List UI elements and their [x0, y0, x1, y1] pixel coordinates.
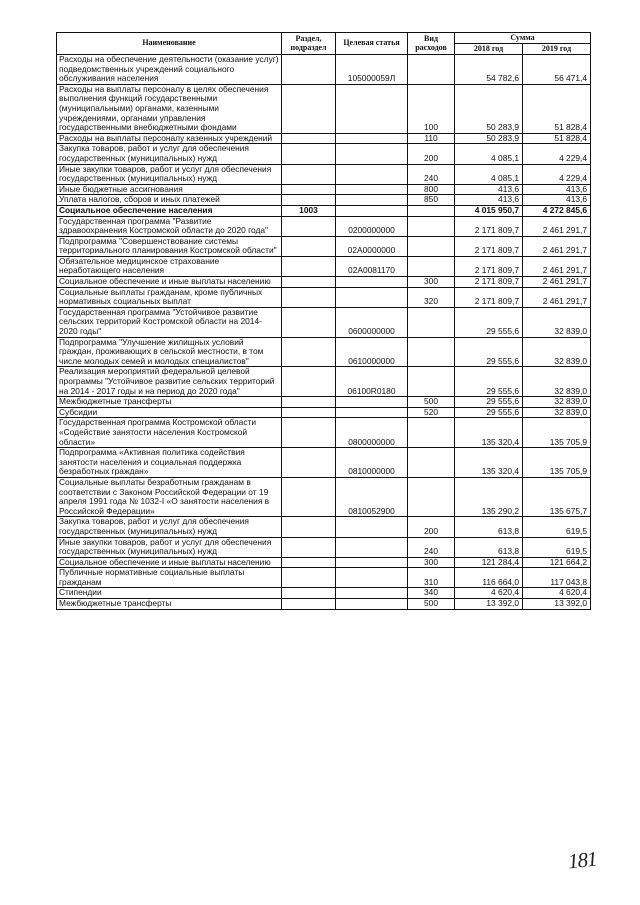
row-target: 0800000000 — [336, 418, 408, 448]
row-sum-2018: 613,8 — [455, 537, 523, 557]
row-section — [282, 307, 336, 337]
row-sum-2019: 619,5 — [523, 517, 591, 537]
table-row — [57, 216, 591, 236]
row-name: Закупка товаров, работ и услуг для обеспечения государственных (муниципальных) нужд — [57, 144, 282, 164]
table-row — [57, 277, 591, 288]
row-sum-2018: 135 290,2 — [455, 477, 523, 516]
row-target: 0810052900 — [336, 477, 408, 516]
row-sum-2019: 117 043,8 — [523, 568, 591, 588]
row-name: Подпрограмма «Активная политика содействия занятости населения и социальная поддержка безработных граждан» — [57, 448, 282, 478]
row-sum-2019: 413,6 — [523, 184, 591, 195]
row-sum-2018: 2 171 809,7 — [455, 287, 523, 307]
row-sum-2019: 51 828,4 — [523, 133, 591, 144]
row-sum-2019: 32 839,0 — [523, 367, 591, 397]
row-vid: 100 — [408, 84, 455, 133]
row-sum-2018: 29 555,6 — [455, 397, 523, 408]
row-target — [336, 205, 408, 216]
row-sum-2019: 2 461 291,7 — [523, 277, 591, 288]
row-vid — [408, 307, 455, 337]
row-sum-2018: 121 284,4 — [455, 557, 523, 568]
row-sum-2018: 613,8 — [455, 517, 523, 537]
row-section — [282, 448, 336, 478]
row-vid — [408, 205, 455, 216]
table-row — [57, 307, 591, 337]
row-vid: 310 — [408, 568, 455, 588]
row-sum-2019: 2 461 291,7 — [523, 287, 591, 307]
row-target: 06100R0180 — [336, 367, 408, 397]
row-vid: 520 — [408, 407, 455, 418]
row-vid: 240 — [408, 164, 455, 184]
row-sum-2019: 56 471,4 — [523, 55, 591, 85]
row-section — [282, 537, 336, 557]
row-name: Социальное обеспечение и иные выплаты населению — [57, 557, 282, 568]
row-sum-2018: 29 555,6 — [455, 337, 523, 367]
row-name: Социальное обеспечение и иные выплаты населению — [57, 277, 282, 288]
row-name: Стипендии — [57, 588, 282, 599]
row-vid: 850 — [408, 195, 455, 206]
row-vid: 800 — [408, 184, 455, 195]
table-row — [57, 236, 591, 256]
row-section: 1003 — [282, 205, 336, 216]
row-name: Социальные выплаты безработным гражданам в соответствии с Законом Российской Федерации от 19 апреля 1991 года № 1032-I «О занятости населения в Российской Федерации» — [57, 477, 282, 516]
row-target: 02А0000000 — [336, 236, 408, 256]
row-section — [282, 195, 336, 206]
row-section — [282, 236, 336, 256]
row-name: Закупка товаров, работ и услуг для обеспечения государственных (муниципальных) нужд — [57, 517, 282, 537]
row-target: 02А0081170 — [336, 256, 408, 276]
row-section — [282, 477, 336, 516]
row-target: 105000059Л — [336, 55, 408, 85]
table-row — [57, 448, 591, 478]
row-name: Социальное обеспечение населения — [57, 205, 282, 216]
row-sum-2018: 2 171 809,7 — [455, 277, 523, 288]
table-row — [57, 195, 591, 206]
table-row — [57, 84, 591, 133]
row-vid: 200 — [408, 144, 455, 164]
row-sum-2018: 135 320,4 — [455, 448, 523, 478]
row-sum-2018: 2 171 809,7 — [455, 256, 523, 276]
row-sum-2019: 32 839,0 — [523, 337, 591, 367]
row-target — [336, 537, 408, 557]
row-sum-2019: 135 675,7 — [523, 477, 591, 516]
row-section — [282, 256, 336, 276]
row-vid — [408, 256, 455, 276]
row-sum-2019: 135 705,9 — [523, 448, 591, 478]
row-sum-2018: 29 555,6 — [455, 407, 523, 418]
row-name: Уплата налогов, сборов и иных платежей — [57, 195, 282, 206]
row-vid — [408, 477, 455, 516]
row-name: Межбюджетные трансферты — [57, 397, 282, 408]
row-sum-2019: 13 392,0 — [523, 599, 591, 610]
table-body — [57, 55, 591, 610]
row-section — [282, 133, 336, 144]
row-target — [336, 397, 408, 408]
table-row — [57, 144, 591, 164]
row-target — [336, 517, 408, 537]
header-sum: Сумма — [455, 33, 591, 44]
row-vid — [408, 448, 455, 478]
row-name: Расходы на обеспечение деятельности (оказание услуг) подведомственных учреждений социального обслуживания населения — [57, 55, 282, 85]
row-section — [282, 588, 336, 599]
row-sum-2018: 413,6 — [455, 184, 523, 195]
row-sum-2018: 116 664,0 — [455, 568, 523, 588]
row-sum-2019: 4 229,4 — [523, 164, 591, 184]
budget-table-sheet — [56, 32, 590, 610]
row-sum-2018: 2 171 809,7 — [455, 236, 523, 256]
table-row — [57, 205, 591, 216]
row-sum-2018: 54 782,6 — [455, 55, 523, 85]
header-2019: 2019 год — [523, 44, 591, 55]
table-row — [57, 418, 591, 448]
row-target — [336, 164, 408, 184]
row-sum-2019: 121 664,2 — [523, 557, 591, 568]
row-vid — [408, 418, 455, 448]
row-name: Публичные нормативные социальные выплаты гражданам — [57, 568, 282, 588]
header-vid: Вид расходов — [408, 33, 455, 55]
row-target — [336, 133, 408, 144]
table-row — [57, 477, 591, 516]
row-name: Иные закупки товаров, работ и услуг для обеспечения государственных (муниципальных) нужд — [57, 164, 282, 184]
row-vid: 300 — [408, 557, 455, 568]
table-row — [57, 537, 591, 557]
row-sum-2019: 413,6 — [523, 195, 591, 206]
row-sum-2018: 13 392,0 — [455, 599, 523, 610]
row-name: Расходы на выплаты персоналу казенных учреждений — [57, 133, 282, 144]
row-section — [282, 184, 336, 195]
row-sum-2019: 4 272 845,6 — [523, 205, 591, 216]
table-row — [57, 367, 591, 397]
row-vid — [408, 337, 455, 367]
row-sum-2019: 135 705,9 — [523, 418, 591, 448]
row-section — [282, 164, 336, 184]
row-sum-2018: 4 015 950,7 — [455, 205, 523, 216]
table-row — [57, 337, 591, 367]
row-sum-2018: 4 620,4 — [455, 588, 523, 599]
row-target: 0810000000 — [336, 448, 408, 478]
row-vid: 500 — [408, 599, 455, 610]
row-section — [282, 55, 336, 85]
row-target: 0200000000 — [336, 216, 408, 236]
row-target — [336, 144, 408, 164]
row-target — [336, 599, 408, 610]
row-sum-2019: 2 461 291,7 — [523, 256, 591, 276]
row-target — [336, 287, 408, 307]
row-vid — [408, 55, 455, 85]
row-sum-2019: 619,5 — [523, 537, 591, 557]
page-number-handwritten: 181 — [566, 846, 598, 874]
table-row — [57, 407, 591, 418]
header-target: Целевая статья — [336, 33, 408, 55]
row-target — [336, 407, 408, 418]
table-row — [57, 397, 591, 408]
row-vid: 340 — [408, 588, 455, 599]
row-sum-2019: 32 839,0 — [523, 307, 591, 337]
row-sum-2018: 413,6 — [455, 195, 523, 206]
table-row — [57, 164, 591, 184]
table-row — [57, 568, 591, 588]
row-sum-2019: 32 839,0 — [523, 407, 591, 418]
row-name: Реализация мероприятий федеральной целевой программы "Устойчивое развитие сельских территорий на 2014 - 2017 годы и на период до 2020 года" — [57, 367, 282, 397]
row-section — [282, 84, 336, 133]
row-target — [336, 588, 408, 599]
row-target — [336, 195, 408, 206]
table-row — [57, 133, 591, 144]
row-sum-2019: 2 461 291,7 — [523, 216, 591, 236]
budget-table — [56, 32, 591, 610]
row-name: Подпрограмма "Совершенствование системы территориального планирования Костромской области" — [57, 236, 282, 256]
row-sum-2019: 32 839,0 — [523, 397, 591, 408]
row-vid: 300 — [408, 277, 455, 288]
row-vid: 500 — [408, 397, 455, 408]
table-row — [57, 55, 591, 85]
row-target — [336, 568, 408, 588]
row-sum-2018: 135 320,4 — [455, 418, 523, 448]
row-sum-2018: 4 085,1 — [455, 144, 523, 164]
row-sum-2018: 2 171 809,7 — [455, 216, 523, 236]
row-name: Государственная программа "Устойчивое развитие сельских территорий Костромской области на 2014-2020 годы" — [57, 307, 282, 337]
row-vid — [408, 216, 455, 236]
row-section — [282, 568, 336, 588]
row-section — [282, 337, 336, 367]
table-row — [57, 588, 591, 599]
row-section — [282, 144, 336, 164]
row-section — [282, 517, 336, 537]
row-section — [282, 397, 336, 408]
row-name: Обязательное медицинское страхование неработающего населения — [57, 256, 282, 276]
row-sum-2019: 4 620,4 — [523, 588, 591, 599]
row-sum-2019: 4 229,4 — [523, 144, 591, 164]
row-sum-2018: 50 283,9 — [455, 133, 523, 144]
row-sum-2018: 50 283,9 — [455, 84, 523, 133]
row-name: Иные бюджетные ассигнования — [57, 184, 282, 195]
row-section — [282, 277, 336, 288]
row-name: Государственная программа Костромской области «Содействие занятости населения Костромской области» — [57, 418, 282, 448]
row-name: Подпрограмма "Улучшение жилищных условий граждан, проживающих в сельской местности, в том числе молодых семей и молодых специалистов" — [57, 337, 282, 367]
row-vid: 320 — [408, 287, 455, 307]
row-vid — [408, 236, 455, 256]
row-sum-2018: 4 085,1 — [455, 164, 523, 184]
row-target — [336, 184, 408, 195]
row-section — [282, 287, 336, 307]
row-vid: 240 — [408, 537, 455, 557]
row-target — [336, 277, 408, 288]
row-section — [282, 557, 336, 568]
row-name: Межбюджетные трансферты — [57, 599, 282, 610]
row-sum-2019: 51 828,4 — [523, 84, 591, 133]
row-sum-2018: 29 555,6 — [455, 367, 523, 397]
table-row — [57, 517, 591, 537]
row-target — [336, 84, 408, 133]
row-sum-2018: 29 555,6 — [455, 307, 523, 337]
header-section: Раздел, подраздел — [282, 33, 336, 55]
table-row — [57, 599, 591, 610]
header-2018: 2018 год — [455, 44, 523, 55]
row-name: Государственная программа "Развитие здравоохранения Костромской области до 2020 года" — [57, 216, 282, 236]
row-section — [282, 418, 336, 448]
table-row — [57, 256, 591, 276]
row-name: Иные закупки товаров, работ и услуг для обеспечения государственных (муниципальных) нужд — [57, 537, 282, 557]
row-vid: 200 — [408, 517, 455, 537]
table-row — [57, 184, 591, 195]
table-row — [57, 287, 591, 307]
row-sum-2019: 2 461 291,7 — [523, 236, 591, 256]
row-name: Расходы на выплаты персоналу в целях обеспечения выполнения функций государственными (муниципальными) органами, казенными учреждениями, органами управления государственными внебюджетными фондами — [57, 84, 282, 133]
row-name: Субсидии — [57, 407, 282, 418]
row-name: Социальные выплаты гражданам, кроме публичных нормативных социальных выплат — [57, 287, 282, 307]
row-section — [282, 367, 336, 397]
row-vid — [408, 367, 455, 397]
row-section — [282, 407, 336, 418]
row-target — [336, 557, 408, 568]
row-vid: 110 — [408, 133, 455, 144]
header-name: Наименование — [57, 33, 282, 55]
table-row — [57, 557, 591, 568]
row-section — [282, 216, 336, 236]
row-target: 0610000000 — [336, 337, 408, 367]
row-target: 0600000000 — [336, 307, 408, 337]
row-section — [282, 599, 336, 610]
